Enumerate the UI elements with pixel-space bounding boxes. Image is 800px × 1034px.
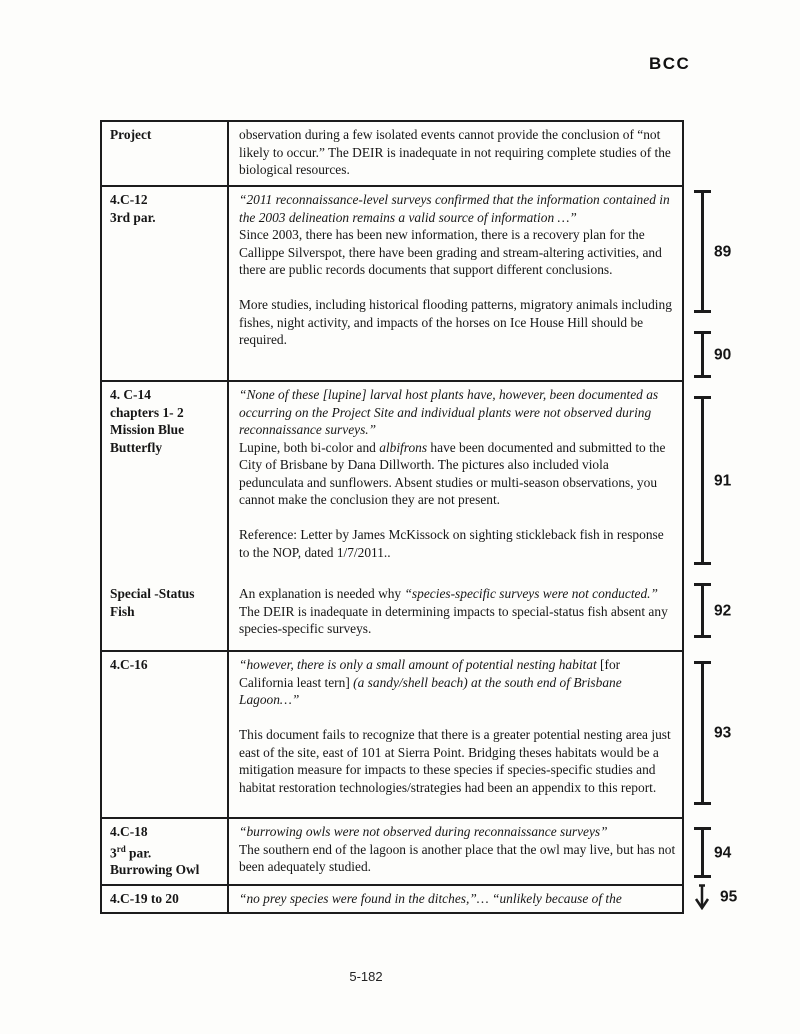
ref-cell xyxy=(102,652,227,817)
continuation-arrow-icon xyxy=(694,884,711,910)
ref-line: 4.C-12 xyxy=(110,192,148,207)
bracket-number: 94 xyxy=(714,844,732,862)
ref-line: 4. C-14 xyxy=(110,387,151,402)
text-segment-italic: (a sandy/shell beach) at the south end of Brisbane Lagoon…” xyxy=(239,674,622,707)
ref-line: Project xyxy=(110,127,152,142)
comment-cell xyxy=(227,652,682,817)
comment-quote: “burrowing owls were not observed during reconnaissance surveys” xyxy=(239,824,608,839)
comment-paragraph xyxy=(239,585,676,603)
comment-cell xyxy=(227,122,682,185)
bracket-number: 95 xyxy=(720,888,738,906)
paragraph-spacer xyxy=(239,279,676,297)
page-number: 5-182 xyxy=(349,969,383,984)
ref-line: Butterfly xyxy=(110,439,163,455)
ref-cell xyxy=(102,122,227,185)
comment-paragraph: The southern end of the lagoon is another place that the owl may live, but has not been adequately studied. xyxy=(239,841,676,874)
comment-bracket-92 xyxy=(694,583,732,638)
comment-paragraph: observation during a few isolated events cannot provide the conclusion of “not likely to occur.” The DEIR is inadequate in not requiring complete studies of the biological resources. xyxy=(239,127,671,177)
comment-paragraph: Reference: Letter by James McKissock on sighting stickleback fish in response to the NOP, dated 1/7/2011.. xyxy=(239,527,664,560)
comment-bracket-91 xyxy=(694,396,732,565)
table-row xyxy=(102,185,682,380)
comments-table xyxy=(100,120,684,914)
text-segment-italic: “species-specific surveys were not conducted.” xyxy=(404,586,658,601)
paragraph-spacer xyxy=(239,509,676,527)
text-segment-italic: albifrons xyxy=(379,439,428,455)
text-segment: 3 xyxy=(110,844,117,860)
ref-cell xyxy=(102,382,227,581)
bracket-cap xyxy=(694,310,711,313)
comment-quote: “None of these [lupine] larval host plants have, however, been documented as occurring on the Project Site and individual plants were not observed during reconnaissance surveys.” xyxy=(239,387,659,437)
text-segment-italic: “however, there is only a small amount of potential nesting habitat xyxy=(239,657,601,672)
corner-label: BCC xyxy=(649,54,691,73)
text-segment: An explanation is needed why xyxy=(239,586,405,601)
ref-cell xyxy=(102,819,227,884)
comment-quote: “2011 reconnaissance-level surveys confirmed that the information contained in the 2003 delineation remains a valid source of information …” xyxy=(239,192,670,225)
table-subrow xyxy=(102,382,682,581)
bracket-number: 89 xyxy=(714,243,732,261)
bracket-cap xyxy=(694,635,711,638)
ref-line: chapters 1- 2 xyxy=(110,404,184,420)
ref-line: Mission Blue xyxy=(110,422,185,437)
ref-line: 4.C-18 xyxy=(110,824,148,839)
comment-quote: “no prey species were found in the ditches,”… “unlikely because of the xyxy=(239,891,622,906)
text-segment: [for California least tern] xyxy=(239,657,621,690)
bracket-cap xyxy=(694,875,711,878)
table-row xyxy=(102,884,682,912)
table-row xyxy=(102,650,682,817)
comment-paragraph: This document fails to recognize that there is a greater potential nesting area just east of the site, east of 101 at Sierra Point. Bridging theses habitats would be a mitigation measure for impacts to these species if species-specific studies and habitat restoration technologies/strategies had been an appendix to this report. xyxy=(239,727,671,795)
ordinal-superscript: rd xyxy=(116,843,126,854)
comment-cell xyxy=(227,581,682,650)
bracket-stem xyxy=(701,827,704,878)
bracket-number: 92 xyxy=(714,602,732,620)
bracket-number: 90 xyxy=(714,346,732,364)
comment-bracket-93 xyxy=(694,661,732,805)
comment-arrow-95 xyxy=(694,884,738,910)
comment-cell xyxy=(227,819,682,884)
ref-line: 3rd par. xyxy=(110,209,156,225)
ref-line: Special -Status xyxy=(110,586,195,601)
table-subrow xyxy=(102,581,682,650)
bracket-stem xyxy=(701,190,704,313)
ref-line xyxy=(110,841,223,862)
comment-bracket-90 xyxy=(694,331,732,378)
comment-paragraph: Since 2003, there has been new information, there is a recovery plan for the Callippe Silverspot, there have been grading and stream-altering activities, and there are public records documents that support different conclusions. xyxy=(239,227,662,277)
ref-line: 4.C-16 xyxy=(110,657,148,672)
bracket-number: 93 xyxy=(714,724,732,742)
bracket-number: 91 xyxy=(714,472,732,490)
bracket-cap xyxy=(694,375,711,378)
bracket-cap xyxy=(694,562,711,565)
bracket-stem xyxy=(701,396,704,565)
comment-cell xyxy=(227,187,682,380)
comment-bracket-94 xyxy=(694,827,732,878)
bracket-stem xyxy=(701,583,704,638)
comment-paragraph: The DEIR is inadequate in determining impacts to special-status fish absent any species-specific surveys. xyxy=(239,603,668,636)
text-segment: Lupine, both bi-color and xyxy=(239,439,380,455)
comment-cell xyxy=(227,886,682,912)
comment-quote xyxy=(239,656,676,709)
comment-paragraph xyxy=(239,439,676,509)
ref-line: Fish xyxy=(110,603,135,619)
ref-cell xyxy=(102,187,227,380)
ref-line: 4.C-19 to 20 xyxy=(110,891,179,906)
comment-paragraph: More studies, including historical flooding patterns, migratory animals including fishes, night activity, and impacts of the horses on Ice House Hill should be required. xyxy=(239,297,672,347)
table-row xyxy=(102,122,682,185)
text-segment: par. xyxy=(125,844,152,860)
comment-cell xyxy=(227,382,682,581)
table-row xyxy=(102,380,682,650)
ref-cell xyxy=(102,581,227,650)
table-row xyxy=(102,817,682,884)
bracket-stem xyxy=(701,661,704,805)
paragraph-spacer xyxy=(239,709,676,727)
ref-line: Burrowing Owl xyxy=(110,862,200,878)
bracket-cap xyxy=(694,802,711,805)
ref-cell xyxy=(102,886,227,912)
comment-bracket-89 xyxy=(694,190,732,313)
bracket-stem xyxy=(701,331,704,378)
text-segment: have been documented and submitted to the City of Brisbane by Dana Dillworth. The pictures also included viola pedunculata and sunflowers. Absent studies or multi-season observations, you cannot make the conclusion they are not present. xyxy=(239,439,666,507)
